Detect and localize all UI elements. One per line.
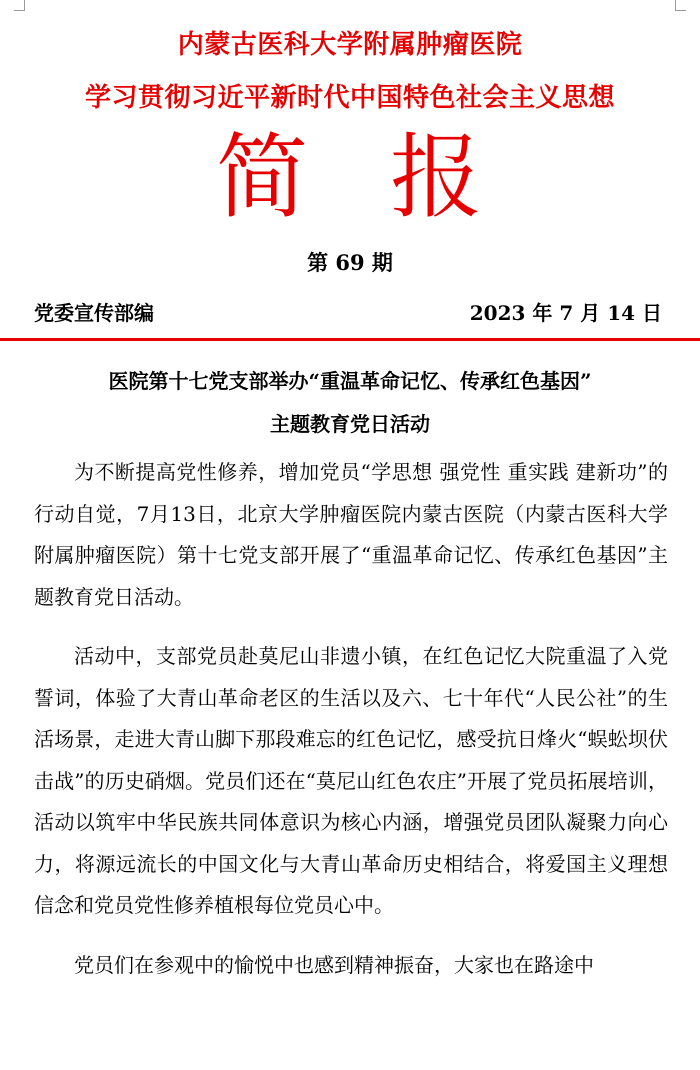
- theme-subtitle: 学习贯彻习近平新时代中国特色社会主义思想: [84, 83, 615, 113]
- page-corner-mark-left: [14, 0, 25, 11]
- issue-number: 第 69 期: [307, 250, 393, 275]
- article-body: [34, 452, 668, 1004]
- header-divider-line: [0, 338, 700, 341]
- editor-department: 党委宣传部编: [34, 301, 154, 325]
- article-title-line-2: 主题教育党日活动: [270, 412, 430, 436]
- page-corner-mark-right: [675, 0, 686, 11]
- bulletin-title: [0, 126, 700, 230]
- publish-date: 2023 年 7 月 14 日: [469, 301, 662, 325]
- organization-name: 内蒙古医科大学附属肿瘤医院: [177, 30, 523, 60]
- article-paragraph-1: 为不断提高党性修养，增加党员“学思想 强党性 重实践 建新功”的行动自觉，7月13日，北京大学肿瘤医院内蒙古医院（内蒙古医科大学附属肿瘤医院）第十七党支部开展了“重温革命记忆、传承红色基因”主题教育党日活动。: [34, 460, 668, 609]
- article-paragraph-2: 活动中，支部党员赴莫尼山非遗小镇，在红色记忆大院重温了入党誓词，体验了大青山革命老区的生活以及六、七十年代“人民公社”的生活场景，走进大青山脚下那段难忘的红色记忆，感受抗日烽火“蜈蚣坝伏击战”的历史硝烟。党员们还在“莫尼山红色农庄”开展了党员拓展培训，活动以筑牢中华民族共同体意识为核心内涵，增强党员团队凝聚力向心力，将源远流长的中国文化与大青山革命历史相结合，将爱国主义理想信念和党员党性修养植根每位党员心中。: [34, 644, 668, 917]
- bulletin-title-char-2: 报: [390, 124, 483, 231]
- article-paragraph-3: 党员们在参观中的愉悦中也感到精神振奋，大家也在路途中: [74, 952, 594, 977]
- bulletin-title-char-1: 简: [216, 124, 309, 231]
- article-title-line-1: 医院第十七党支部举办“重温革命记忆、传承红色基因”: [108, 369, 592, 393]
